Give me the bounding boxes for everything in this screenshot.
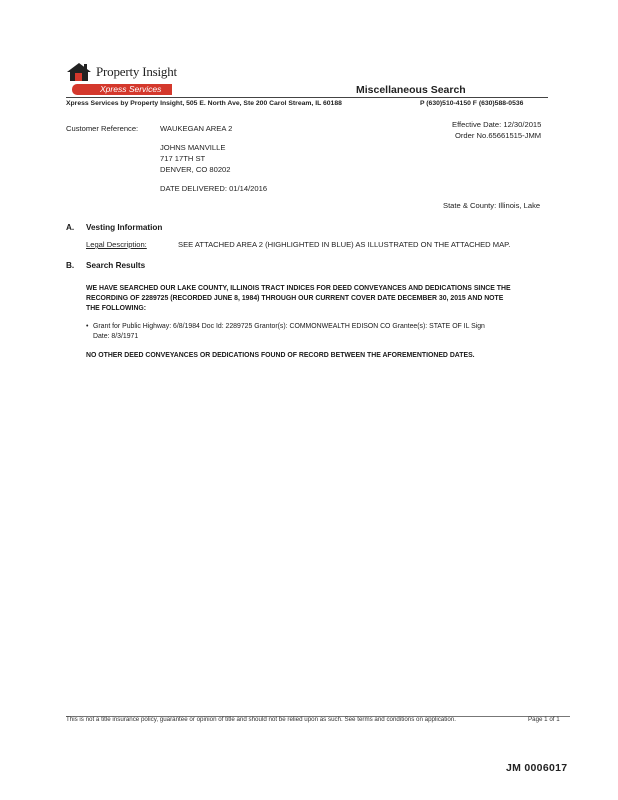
header-divider [66, 97, 548, 98]
section-a-title: Vesting Information [86, 223, 163, 232]
bullet-icon: • [86, 323, 89, 330]
company-address-line: Xpress Services by Property Insight, 505 E. North Ave, Ste 200 Carol Stream, IL 60188 [66, 100, 342, 107]
grant-record-line-2: Date: 8/3/1971 [93, 333, 139, 340]
brand-name: Property Insight [96, 64, 177, 79]
section-b-letter: B. [66, 261, 75, 270]
bates-number: JM 0006017 [506, 762, 568, 774]
date-delivered: DATE DELIVERED: 01/14/2016 [160, 184, 268, 193]
address-line-3: DENVER, CO 80202 [160, 165, 231, 174]
brand-tagline: Xpress Services [100, 84, 162, 94]
effective-date: Effective Date: 12/30/2015 [452, 120, 542, 129]
section-b-title: Search Results [86, 261, 146, 270]
address-line-1: JOHNS MANVILLE [160, 143, 226, 152]
footer-disclaimer: This is not a title insurance policy, guarantee or opinion of title and should not be relied upon as such. See terms and conditions on application. [66, 716, 456, 723]
document-title: Miscellaneous Search [356, 84, 466, 96]
section-a-letter: A. [66, 223, 75, 232]
customer-reference-value: WAUKEGAN AREA 2 [160, 124, 233, 133]
state-county: State & County: Illinois, Lake [443, 201, 541, 210]
company-phones: P (630)510-4150 F (630)588-0536 [420, 100, 524, 107]
customer-reference-label: Customer Reference: [66, 124, 139, 133]
page-number: Page 1 of 1 [528, 716, 560, 723]
closing-statement: NO OTHER DEED CONVEYANCES OR DEDICATIONS FOUND OF RECORD BETWEEN THE AFOREMENTIONED DATES. [86, 352, 475, 359]
legal-description-text: SEE ATTACHED AREA 2 (HIGHLIGHTED IN BLUE) AS ILLUSTRATED ON THE ATTACHED MAP. [178, 240, 511, 249]
search-para-line-2: RECORDING OF 2289725 (RECORDED JUNE 8, 1984) THROUGH OUR CURRENT COVER DATE DECEMBER 30, 2015 AND NOTE [86, 295, 504, 302]
address-line-2: 717 17TH ST [160, 154, 206, 163]
search-para-line-3: THE FOLLOWING: [86, 305, 147, 312]
order-number: Order No.65661515-JMM [455, 131, 542, 140]
search-para-line-1: WE HAVE SEARCHED OUR LAKE COUNTY, ILLINOIS TRACT INDICES FOR DEED CONVEYANCES AND DEDICATIONS SINCE THE [86, 285, 511, 292]
grant-record-line-1: Grant for Public Highway: 6/8/1984 Doc Id: 2289725 Grantor(s): COMMONWEALTH EDISON CO Grantee(s): STATE OF IL Sign [93, 323, 485, 330]
house-logo-icon [66, 62, 92, 82]
legal-description-label: Legal Description: [86, 240, 147, 249]
